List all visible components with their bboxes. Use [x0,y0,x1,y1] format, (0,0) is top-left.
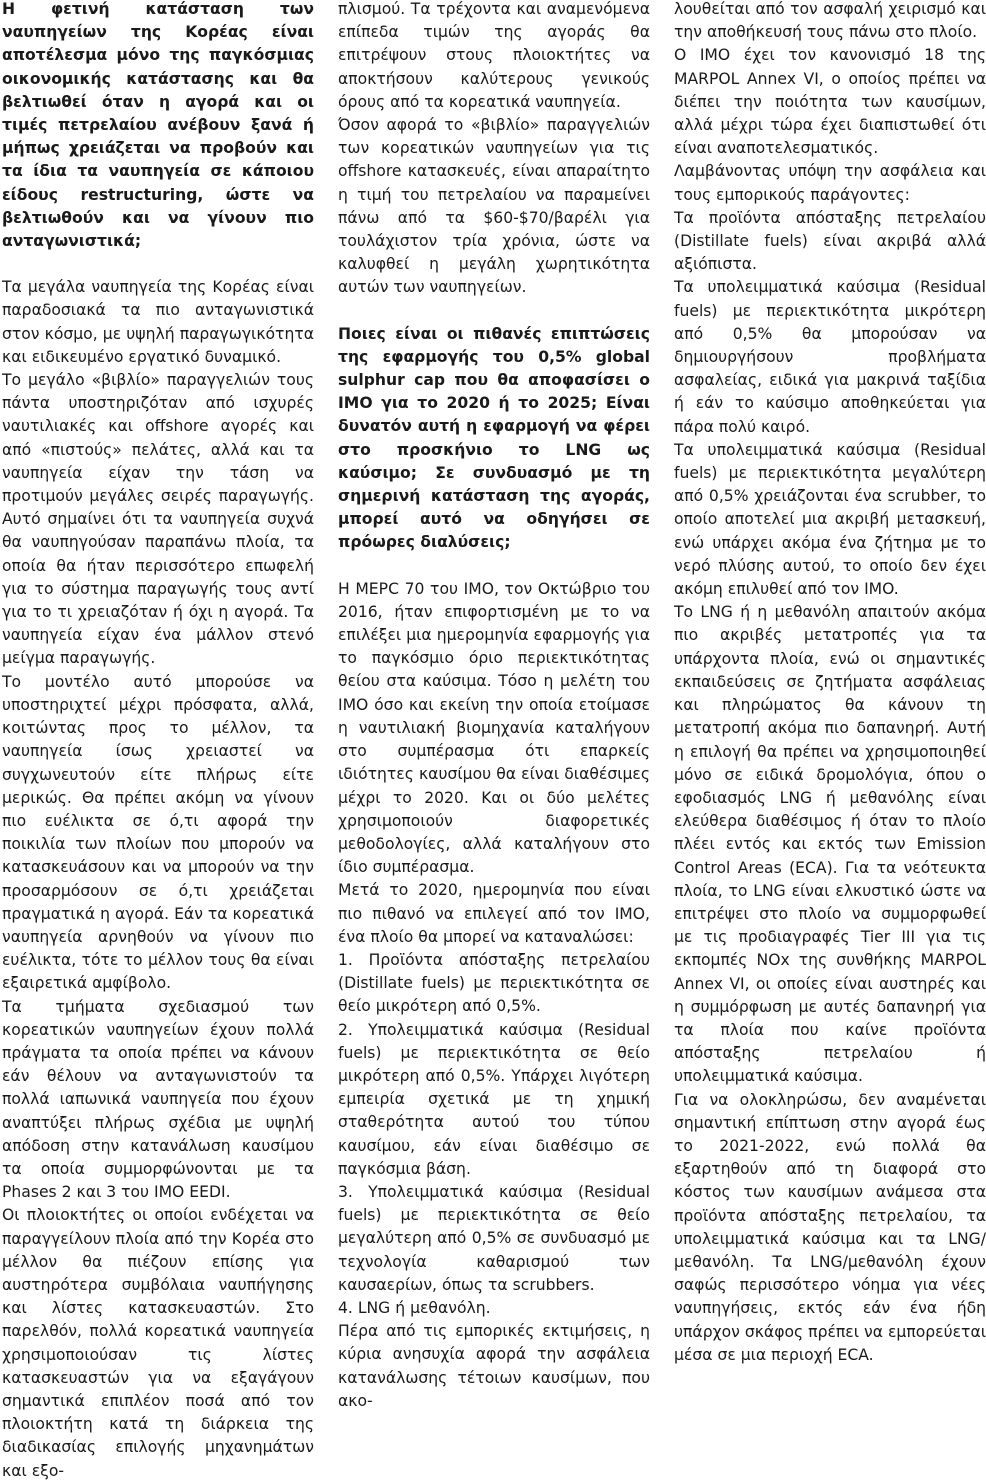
list-item: 4. LNG ή μεθανόλη. [338,1298,491,1317]
paragraph: Τα υπολειμματικά καύσιμα (Residual fuels) με περιεκτικότητα μεγαλύτερη από 0,5% χρειάζονται ένα scrubber, το οποίο αποτελεί μια ακριβή μετασκευή, ενώ υπάρχει ακόμα ένα ζήτημα με το νερό πλύσης αυτού, το οποίο δεν έχει ακόμη επιλυθεί από τον IMO. [674,440,986,599]
paragraph: Όσον αφορά το «βιβλίο» παραγγελιών των κορεατικών ναυπηγείων για τις offshore κατασκευές, είναι απαραίτητο η τιμή του πετρελαίου να παραμείνει πάνω από τα $60-$70/βαρέλι για τουλάχιστον τρία χρόνια, ώστε να καλυφθεί η μεγάλη χωρητικότητα αυτών των ναυπηγείων. [338,116,650,297]
paragraph: Τα μεγάλα ναυπηγεία της Κορέας είναι παραδοσιακά τα πιο ανταγωνιστικά στον κόσμο, με υψηλή παραγωγικότητα και ειδικευμένο εργατικό δυναμικό. [2,278,314,366]
list-item: 3. Υπολειμματικά καύσιμα (Residual fuels) με περιεκτικότητα σε θείο μεγαλύτερη από 0,5% σε συνδυασμό με τεχνολογία καθαρισμού των καυσαερίων, όπως τα scrubbers. [338,1182,650,1294]
paragraph: Οι πλοιοκτήτες οι οποίοι ενδέχεται να παραγγείλουν πλοία από την Κορέα στο μέλλον θα πιέζουν επίσης για αυστηρότερα συμβόλαια ναυπήγησης και λίστες κατασκευαστών. Στο παρελθόν, πολλά κορεατικά ναυπηγεία χρησιμοποιούσαν τις λίστες κατασκευαστών για να εξαγάγουν σημαντικά επιπλέον ποσά από τον πλοιοκτήτη κατά τη διάρκεια της διαδικασίας επιλογής μηχανημάτων και εξο- [2,1206,314,1480]
list-item: 1. Προϊόντα απόσταξης πετρελαίου (Distillate fuels) με περιεκτικότητα σε θείο μικρότερη από 0,5%. [338,950,650,1016]
paragraph: Το μοντέλο αυτό μπορούσε να υποστηριχτεί μέχρι πρόσφατα, αλλά, κοιτώντας προς το μέλλον, τα ναυπηγεία ίσως χρειαστεί να συγχωνευτούν είτε πλήρως είτε μερικώς. Θα πρέπει ακόμη να γίνουν πιο ευέλικτα σε ό,τι αφορά την ποικιλία των πλοίων που μπορούν να κατασκευάσουν και να μπορούν να την προσαρμόσουν σε ό,τι χρειάζεται πραγματικά η αγορά. Εάν τα κορεατικά ναυπηγεία αρνηθούν να γίνουν πιο ευέλικτα, τότε το μέλλον τους θα είναι εξαιρετικά αμφίβολο. [2,672,314,993]
column-1 [2,0,314,1483]
paragraph: Τα υπολειμματικά καύσιμα (Residual fuels) με περιεκτικότητα μικρότερη από 0,5% θα μπορούσαν να δημιουργήσουν προβλήματα ασφαλείας, ειδικά για μακρινά ταξίδια ή εάν το καύσιμο αποθηκεύεται για πάρα πολύ καιρό. [674,278,986,436]
paragraph: Η MEPC 70 του IMO, τον Οκτώβριο του 2016, ήταν επιφορτισμένη με το να επιλέξει μια ημερομηνία εφαρμογής για το παγκόσμιο όριο περιεκτικότητας θείου στα καύσιμα. Τόσο η μελέτη του IMO όσο και εκείνη την οποία ετοίμασε η ναυτιλιακή βιομηχανία καταλήγουν στο συμπέρασμα ότι επαρκείς ιδιότητες καυσίμου θα είναι διαθέσιμες μέχρι το 2020. Και οι δύο μελέτες χρησιμοποιούν διαφορετικές μεθοδολογίες, αλλά καταλήγουν στο ίδιο συμπέρασμα. [338,579,650,877]
paragraph-spacer [338,300,650,323]
paragraph: Το LNG ή η μεθανόλη απαιτούν ακόμα πιο ακριβές μετατροπές για τα υπάρχοντα πλοία, ενώ οι σημαντικές εκπαιδεύσεις σε ζητήματα ασφάλειας και πληρώματος θα κάνουν τη μετατροπή ακόμα πιο δαπανηρή. Αυτή η επιλογή θα πρέπει να χρησιμοποιηθεί μόνο σε ειδικά δρομολόγια, όπου ο εφοδιασμός LNG ή μεθανόλης είναι ελεύθερα διαθέσιμος ή όταν το πλοίο πλέει εντός και εκτός των Emission Control Areas (ECA). Για τα νεότευκτα πλοία, το LNG είναι ελκυστικό ώστε να επιτρέψει στο πλοίο να συμμορφωθεί με τις προδιαγραφές Tier III για τις εκπομπές NOx της συνθήκης MARPOL Annex VI, οι οποίες είναι αυστηρές και η συμμόρφωση με αυτές δαπανηρή για τα πλοία που καίνε προϊόντα απόσταξης πετρελαίου ή υπολειμματικά καύσιμα. [674,603,986,1086]
paragraph-spacer [2,253,314,276]
interview-question: Ποιες είναι οι πιθανές επιπτώσεις της εφαρμογής του 0,5% global sulphur cap που θα αποφασίσει ο IMO για το 2020 ή το 2025; Είναι δυνατόν αυτή η εφαρμογή να φέρει στο προσκήνιο το LNG ως καύσιμο; Σε συνδυασμό με τη σημερινή κατάσταση της αγοράς, μπορεί αυτό να οδηγήσει σε πρόωρες διαλύσεις; [338,324,650,552]
interview-question: Η φετινή κατάσταση των ναυπηγείων της Κορέας είναι αποτέλεσμα μόνο της παγκόσμιας οικονομικής κατάστασης και θα βελτιωθεί όταν η αγορά και οι τιμές πετρελαίου ανέβουν ξανά ή μήπως χρειάζεται να προβούν και τα ίδια τα ναυπηγεία σε κάποιου είδους restructuring, ώστε να βελτιωθούν και να γίνουν πιο ανταγωνιστικά; [2,0,314,251]
paragraph: πλισμού. Τα τρέχοντα και αναμενόμενα επίπεδα τιμών της αγοράς θα επιτρέψουν στους πλοιοκτήτες να αποκτήσουν καλύτερους γενικούς όρους από τα κορεατικά ναυπηγεία. [338,0,650,111]
paragraph: Λαμβάνοντας υπόψη την ασφάλεια και τους εμπορικούς παράγοντες: [674,162,986,204]
paragraph: Για να ολοκληρώσω, δεν αναμένεται σημαντική επίπτωση στην αγορά έως το 2021-2022, ενώ πολλά θα εξαρτηθούν από τη διαφορά στο κόστος των καυσίμων ανάμεσα στα προϊόντα απόσταξης πετρελαίου, τα υπολειμματικά καύσιμα και τα LNG/μεθανόλη. Τα LNG/μεθανόλη έχουν σαφώς περισσότερο νόημα για νέες ναυπηγήσεις, εκτός εάν ένα ήδη υπάρχον σκάφος πρέπει να εμπορεύεται μέσα σε μια περιοχή ECA. [674,1090,986,1364]
paragraph: λουθείται από τον ασφαλή χειρισμό και την αποθήκευσή τους πάνω στο πλοίο. [674,0,986,42]
paragraph: Πέρα από τις εμπορικές εκτιμήσεις, η κύρια ανησυχία αφορά την ασφάλεια κατανάλωσης τέτοιων καυσίμων, που ακο- [338,1322,650,1410]
paragraph: Ο IMO έχει τον κανονισμό 18 της MARPOL Annex VI, ο οποίος πρέπει να διέπει την ποιότητα των καυσίμων, αλλά μέχρι τώρα έχει διαπιστωθεί ότι είναι αναποτελεσματικός. [674,46,986,158]
column-3 [674,0,986,1367]
column-2 [338,0,650,1413]
paragraph: Τα προϊόντα απόσταξης πετρελαίου (Distillate fuels) είναι ακριβά αλλά αξιόπιστα. [674,208,986,274]
paragraph-spacer [338,555,650,578]
list-item: 2. Υπολειμματικά καύσιμα (Residual fuels) με περιεκτικότητα σε θείο μικρότερη από 0,5%. Υπάρχει λιγότερη εμπειρία σχετικά με τη χημική σταθερότητα αυτού του τύπου καυσίμου, εάν είναι διαθέσιμο σε παγκόσμια βάση. [338,1020,650,1178]
paragraph: Το μεγάλο «βιβλίο» παραγγελιών τους πάντα υποστηριζόταν από ισχυρές ναυτιλιακές και offshore αγορές και από «πιστούς» πελάτες, αλλά και τα ναυπηγεία είχαν την τάση να προτιμούν μεγάλες σειρές παραγωγής. Αυτό σημαίνει ότι τα ναυπηγεία συχνά θα ναυπηγούσαν παραπάνω πλοία, τα οποία θα ήταν περισσότερο επωφελή για το σύστημα παραγωγής τους αντί για το τι χρειαζόταν ή όχι η αγορά. Τα ναυπηγεία είχαν ένα μάλλον στενό μείγμα παραγωγής. [2,371,314,668]
paragraph: Μετά το 2020, ημερομηνία που είναι πιο πιθανό να επιλεγεί από τον IMO, ένα πλοίο θα μπορεί να καταναλώσει: [338,881,650,946]
paragraph: Τα τμήματα σχεδιασμού των κορεατικών ναυπηγείων έχουν πολλά πράγματα τα οποία πρέπει να κάνουν εάν θέλουν να ανταγωνιστούν τα πολλά ιαπωνικά ναυπηγεία που έχουν αναπτύξει πλήρως σχέδια με υψηλή απόδοση στην κατανάλωση καυσίμου τα οποία συμμορφώνονται με τα Phases 2 και 3 του IMO EEDI. [2,997,314,1202]
